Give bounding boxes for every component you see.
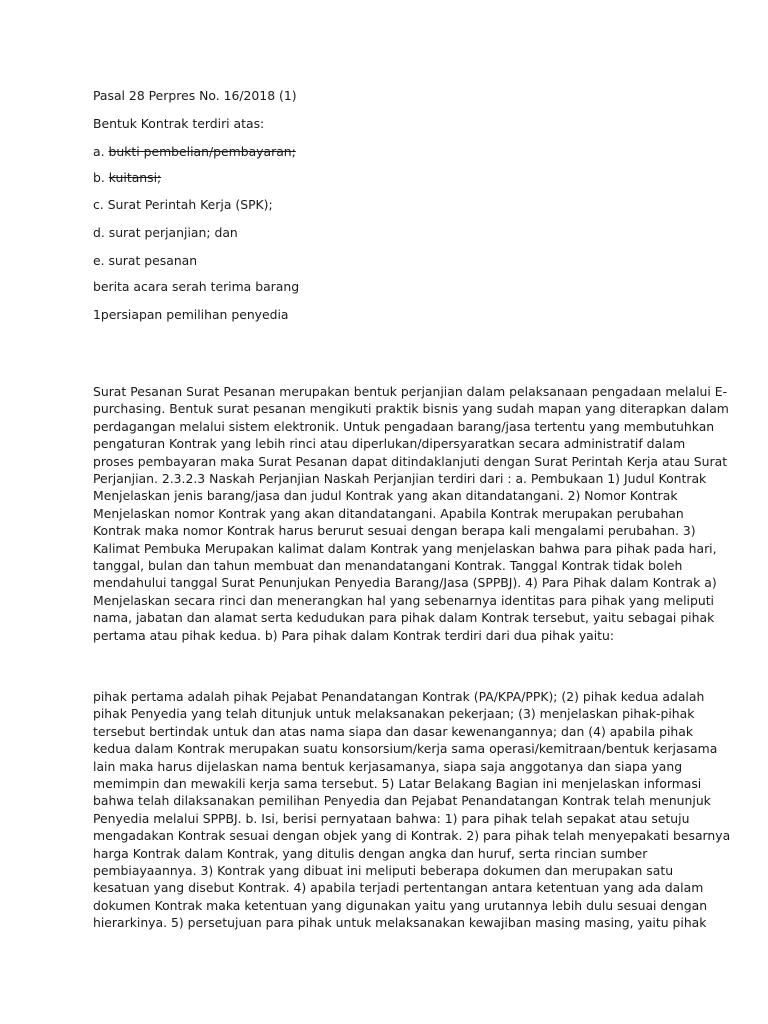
paragraph-2 (93, 688, 731, 932)
paragraph-1-line: Kontrak maka nomor Kontrak harus berurut sesuai dengan berapa kali mengalami perubahan. 3) (93, 523, 696, 539)
list-item-b-text: kuitansi; (108, 170, 162, 185)
document-title: Pasal 28 Perpres No. 16/2018 (1) (93, 88, 297, 103)
list-item-c: c. Surat Perintah Kerja (SPK); (93, 197, 273, 212)
list-item-a-prefix: a. (93, 144, 109, 159)
paragraph-1-line: Menjelaskan secara rinci dan menerangkan hal yang sebenarnya identitas para pihak yang meliputi (93, 592, 715, 608)
list-item-e: e. surat pesanan (93, 253, 198, 268)
paragraph-1-line: pertama atau pihak kedua. b) Para pihak dalam Kontrak terdiri dari dua pihak yaitu: (93, 627, 615, 643)
paragraph-2-line: pihak pertama adalah pihak Pejabat Penandatangan Kontrak (PA/KPA/PPK); (2) pihak kedua adalah (93, 689, 705, 704)
paragraph-2-line: harga Kontrak dalam Kontrak, yang ditulis dengan angka dan huruf, serta rincian sumber (93, 845, 648, 861)
list-item-a (93, 144, 296, 160)
paragraph-1-line: perdagangan melalui sistem elektronik. Untuk pengadaan barang/jasa tertentu yang membutuhkan (93, 418, 715, 434)
paragraph-2-line: kesatuan yang disebut Kontrak. 4) apabila terjadi pertentangan antara ketentuan yang ada dalam (93, 880, 704, 896)
paragraph-2-line: mengadakan Kontrak sesuai dengan objek yang di Kontrak. 2) para pihak telah menyepakati besarnya (93, 828, 731, 844)
list-item-d: d. surat perjanjian; dan (93, 225, 238, 240)
paragraph-1-line: nama, jabatan dan alamat serta kedudukan para pihak dalam Kontrak tersebut, yaitu sebagai pihak (93, 610, 715, 626)
list-item-b-prefix: b. (93, 170, 109, 185)
paragraph-1-line: Kalimat Pembuka Merupakan kalimat dalam Kontrak yang menjelaskan bahwa para pihak pada hari, (93, 540, 717, 556)
list-item-b (93, 170, 161, 186)
paragraph-1-line: Menjelaskan jenis barang/jasa dan judul Kontrak yang akan ditandatangani. 2) Nomor Kontrak (93, 488, 678, 504)
paragraph-1-line: purchasing. Bentuk surat pesanan mengikuti praktik bisnis yang sudah mapan yang diterapkan dalam (93, 401, 729, 417)
paragraph-1-line: Perjanjian. 2.3.2.3 Naskah Perjanjian Naskah Perjanjian terdiri dari : a. Pembukaan 1) Judul Kontrak (93, 471, 707, 487)
paragraph-2-line: pembiayaannya. 3) Kontrak yang dibuat ini meliputi beberapa dokumen dan merupakan satu (93, 863, 674, 879)
paragraph-1-line: Menjelaskan nomor Kontrak yang akan ditandatangani. Apabila Kontrak merupakan perubahan (93, 505, 684, 521)
paragraph-2-line: bahwa telah dilaksanakan pemilihan Penyedia dan Pejabat Penandatangan Kontrak telah menunjuk (93, 793, 711, 809)
intro-text: Bentuk Kontrak terdiri atas: (93, 116, 265, 131)
paragraph-1-line: mendahului tanggal Surat Penunjukan Penyedia Barang/Jasa (SPPBJ). 4) Para Pihak dalam Kontrak a) (93, 575, 717, 591)
paragraph-1-line: tanggal, bulan dan tahun membuat dan menandatangani Kontrak. Tanggal Kontrak tidak boleh (93, 558, 683, 574)
paragraph-1-line: proses pembayaran maka Surat Pesanan dapat ditindaklanjuti dengan Surat Perintah Kerja atau Surat (93, 453, 728, 469)
paragraph-2-line: hierarkinya. 5) persetujuan para pihak untuk melaksanakan kewajiban masing masing, yaitu pihak (93, 915, 707, 931)
paragraph-2-line: memimpin dan mewakili kerja sama tersebut. 5) Latar Belakang Bagian ini menjelaskan informasi (93, 776, 702, 792)
paragraph-2-line: tersebut bertindak untuk dan atas nama siapa dan dasar kewenangannya; dan (4) apabila pihak (93, 723, 694, 739)
paragraph-1 (93, 383, 729, 644)
paragraph-2-line: pihak Penyedia yang telah ditunjuk untuk melaksanakan pekerjaan; (3) menjelaskan pihak-pihak (93, 706, 695, 722)
paragraph-2-line: Penyedia melalui SPPBJ. b. Isi, berisi pernyataan bahwa: 1) para pihak telah sepakat atau setuju (93, 810, 690, 826)
paragraph-2-line: dokumen Kontrak maka ketentuan yang digunakan yaitu yang urutannya lebih dulu sesuai dengan (93, 897, 708, 913)
paragraph-2-line: lain maka harus dijelaskan nama bentuk kerjasamanya, siapa saja anggotanya dan siapa yang (93, 758, 683, 774)
note-line-1: berita acara serah terima barang (93, 279, 300, 294)
paragraph-1-line: Surat Pesanan Surat Pesanan merupakan bentuk perjanjian dalam pelaksanaan pengadaan melalui E- (93, 384, 728, 399)
paragraph-2-line: kedua dalam Kontrak merupakan suatu konsorsium/kerja sama operasi/kemitraan/bentuk kerjasama (93, 741, 718, 757)
list-item-a-text: bukti pembelian/pembayaran; (108, 144, 296, 159)
note-line-2: 1persiapan pemilihan penyedia (93, 307, 289, 322)
paragraph-1-line: pengaturan Kontrak yang lebih rinci atau diperlukan/dipersyaratkan secara administratif dalam (93, 436, 686, 452)
